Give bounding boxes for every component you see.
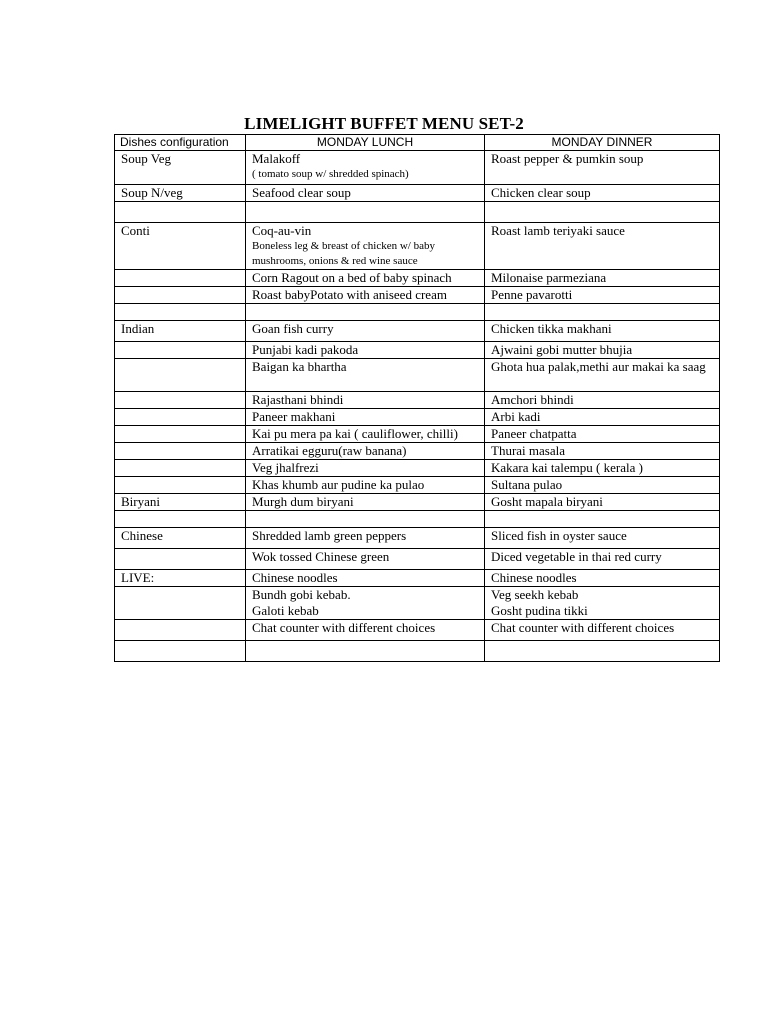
lunch-cell bbox=[246, 304, 485, 321]
category-cell bbox=[115, 443, 246, 460]
category-cell: Soup N/veg bbox=[115, 185, 246, 202]
table-row bbox=[115, 426, 720, 443]
dinner-cell: Chat counter with different choices bbox=[485, 620, 720, 641]
lunch-cell: Wok tossed Chinese green bbox=[246, 549, 485, 570]
dinner-cell: Sultana pulao bbox=[485, 477, 720, 494]
category-cell bbox=[115, 620, 246, 641]
dinner-dish: Gosht pudina tikki bbox=[491, 603, 588, 618]
dinner-cell: Gosht mapala biryani bbox=[485, 494, 720, 511]
lunch-cell: Khas khumb aur pudine ka pulao bbox=[246, 477, 485, 494]
category-cell: LIVE: bbox=[115, 570, 246, 587]
lunch-cell: Murgh dum biryani bbox=[246, 494, 485, 511]
header-dinner: MONDAY DINNER bbox=[485, 135, 720, 151]
dinner-cell bbox=[485, 511, 720, 528]
table-row bbox=[115, 321, 720, 342]
category-cell bbox=[115, 270, 246, 287]
category-cell bbox=[115, 392, 246, 409]
table-row bbox=[115, 528, 720, 549]
lunch-cell: Rajasthani bhindi bbox=[246, 392, 485, 409]
category-cell bbox=[115, 342, 246, 359]
dinner-cell: Chicken tikka makhani bbox=[485, 321, 720, 342]
table-row bbox=[115, 587, 720, 620]
table-row bbox=[115, 409, 720, 426]
table-row bbox=[115, 549, 720, 570]
table-row bbox=[115, 359, 720, 392]
lunch-cell: Baigan ka bhartha bbox=[246, 359, 485, 392]
lunch-dish: Coq-au-vin bbox=[252, 223, 312, 238]
category-cell bbox=[115, 359, 246, 392]
table-row bbox=[115, 494, 720, 511]
category-cell bbox=[115, 477, 246, 494]
lunch-cell bbox=[246, 587, 485, 620]
lunch-cell: Chat counter with different choices bbox=[246, 620, 485, 641]
table-row bbox=[115, 641, 720, 662]
dinner-cell: Penne pavarotti bbox=[485, 287, 720, 304]
dinner-cell: Diced vegetable in thai red curry bbox=[485, 549, 720, 570]
category-cell bbox=[115, 641, 246, 662]
lunch-dish-note: Boneless leg & breast of chicken w/ baby mushrooms, onions & red wine sauce bbox=[252, 240, 435, 267]
lunch-cell bbox=[246, 223, 485, 270]
menu-title: LIMELIGHT BUFFET MENU SET-2 bbox=[244, 114, 524, 133]
dinner-cell: Kakara kai talempu ( kerala ) bbox=[485, 460, 720, 477]
category-cell bbox=[115, 587, 246, 620]
dinner-cell bbox=[485, 304, 720, 321]
buffet-menu-table bbox=[114, 134, 720, 662]
table-row bbox=[115, 392, 720, 409]
lunch-cell: Punjabi kadi pakoda bbox=[246, 342, 485, 359]
category-cell bbox=[115, 287, 246, 304]
category-cell bbox=[115, 549, 246, 570]
lunch-cell: Roast babyPotato with aniseed cream bbox=[246, 287, 485, 304]
table-row bbox=[115, 304, 720, 321]
lunch-cell: Paneer makhani bbox=[246, 409, 485, 426]
lunch-cell: Goan fish curry bbox=[246, 321, 485, 342]
lunch-cell: Kai pu mera pa kai ( cauliflower, chilli) bbox=[246, 426, 485, 443]
lunch-cell bbox=[246, 202, 485, 223]
dinner-cell: Milonaise parmeziana bbox=[485, 270, 720, 287]
category-cell bbox=[115, 426, 246, 443]
dinner-cell: Amchori bhindi bbox=[485, 392, 720, 409]
dinner-cell: Ghota hua palak,methi aur makai ka saag bbox=[485, 359, 720, 392]
table-row bbox=[115, 223, 720, 270]
lunch-cell: Shredded lamb green peppers bbox=[246, 528, 485, 549]
table-row bbox=[115, 477, 720, 494]
lunch-cell: Chinese noodles bbox=[246, 570, 485, 587]
dinner-cell: Arbi kadi bbox=[485, 409, 720, 426]
dinner-cell bbox=[485, 641, 720, 662]
dinner-cell bbox=[485, 587, 720, 620]
lunch-cell bbox=[246, 151, 485, 185]
dinner-cell: Roast pepper & pumkin soup bbox=[485, 151, 720, 185]
category-cell: Conti bbox=[115, 223, 246, 270]
dinner-cell: Chinese noodles bbox=[485, 570, 720, 587]
lunch-cell: Veg jhalfrezi bbox=[246, 460, 485, 477]
dinner-cell bbox=[485, 202, 720, 223]
dinner-cell: Sliced fish in oyster sauce bbox=[485, 528, 720, 549]
category-cell: Soup Veg bbox=[115, 151, 246, 185]
table-row bbox=[115, 570, 720, 587]
lunch-cell: Arratikai egguru(raw banana) bbox=[246, 443, 485, 460]
header-lunch: MONDAY LUNCH bbox=[246, 135, 485, 151]
category-cell bbox=[115, 511, 246, 528]
category-cell bbox=[115, 304, 246, 321]
table-row bbox=[115, 151, 720, 185]
table-row bbox=[115, 511, 720, 528]
dinner-cell: Roast lamb teriyaki sauce bbox=[485, 223, 720, 270]
table-row bbox=[115, 202, 720, 223]
dinner-cell: Paneer chatpatta bbox=[485, 426, 720, 443]
lunch-cell bbox=[246, 641, 485, 662]
dinner-cell: Chicken clear soup bbox=[485, 185, 720, 202]
table-row bbox=[115, 185, 720, 202]
table-row bbox=[115, 460, 720, 477]
table-row bbox=[115, 620, 720, 641]
dinner-cell: Ajwaini gobi mutter bhujia bbox=[485, 342, 720, 359]
dinner-dish: Veg seekh kebab bbox=[491, 587, 579, 602]
table-row bbox=[115, 443, 720, 460]
lunch-dish-note: ( tomato soup w/ shredded spinach) bbox=[252, 168, 409, 180]
category-cell: Chinese bbox=[115, 528, 246, 549]
lunch-cell: Corn Ragout on a bed of baby spinach bbox=[246, 270, 485, 287]
table-header-row bbox=[115, 135, 720, 151]
table-row bbox=[115, 342, 720, 359]
category-cell bbox=[115, 460, 246, 477]
table-row bbox=[115, 287, 720, 304]
table-row bbox=[115, 270, 720, 287]
header-category: Dishes configuration bbox=[115, 135, 246, 151]
lunch-dish: Galoti kebab bbox=[252, 603, 319, 618]
category-cell bbox=[115, 202, 246, 223]
category-cell: Biryani bbox=[115, 494, 246, 511]
lunch-dish: Bundh gobi kebab. bbox=[252, 587, 351, 602]
category-cell: Indian bbox=[115, 321, 246, 342]
dinner-cell: Thurai masala bbox=[485, 443, 720, 460]
lunch-cell: Seafood clear soup bbox=[246, 185, 485, 202]
lunch-dish: Malakoff bbox=[252, 151, 301, 166]
lunch-cell bbox=[246, 511, 485, 528]
category-cell bbox=[115, 409, 246, 426]
